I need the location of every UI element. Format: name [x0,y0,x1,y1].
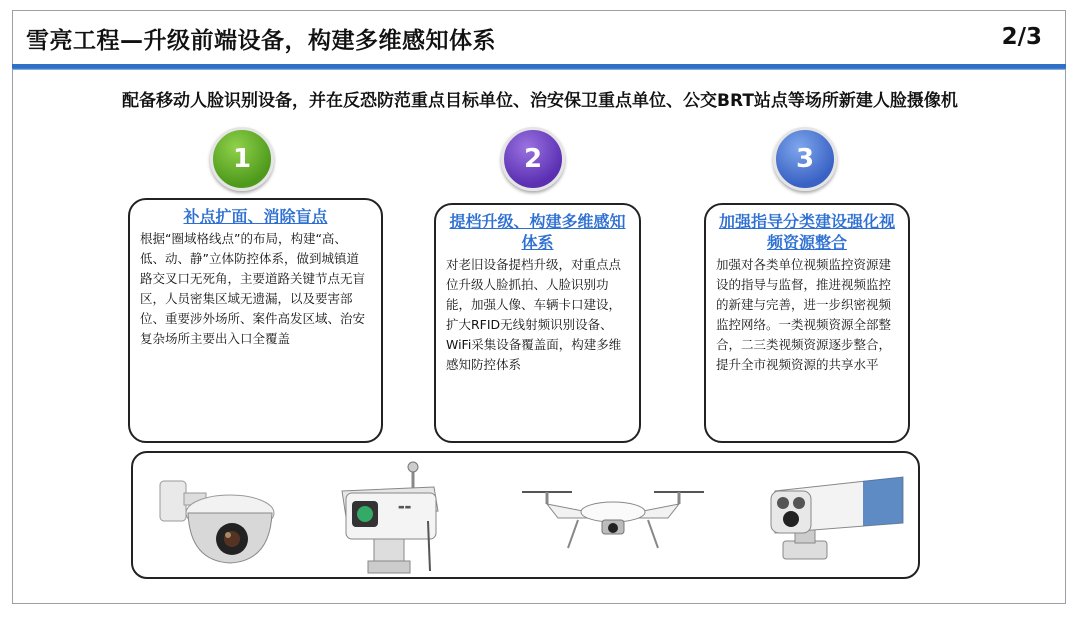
page-number: 2/3 [1001,24,1042,50]
bullet-camera-icon [763,471,908,566]
svg-text:▬▬: ▬▬ [398,503,412,511]
pan-tilt-camera-icon [338,461,448,576]
step-card-heading: 提档升级、构建多维感知体系 [449,212,626,252]
step-badge-1: 1 [210,127,274,191]
step-card-3 [704,203,910,443]
step-card-heading: 补点扩面、消除盲点 [183,207,328,226]
dome-camera-icon [158,473,278,568]
drone-icon [518,478,708,558]
step-card-body: 根据“圈域格线点”的布局，构建“高、低、动、静”立体防控体系，做到城镇道路交叉口无死角，主要道路关键节点无盲区，人员密集区域无遗漏，以及要害部位、重要涉外场所、案件高发区域、治安复杂场所主要出入口全覆盖 [140,231,366,346]
step-card-2 [434,203,641,443]
step-badge-3: 3 [773,127,837,191]
step-badge-2: 2 [501,127,565,191]
step-card-body: 加强对各类单位视频监控资源建设的指导与监督，推进视频监控的新建与完善，进一步织密视频监控网络。一类视频资源全部整合，二三类视频资源逐步整合，提升全市视频资源的共享水平 [716,257,892,372]
page-subtitle: 配备移动人脸识别设备，并在反恐防范重点目标单位、治安保卫重点单位、公交BRT站点等场所新建人脸摄像机 [122,91,958,111]
step-card-heading: 加强指导分类建设强化视频资源整合 [718,212,895,252]
step-card-body: 对老旧设备提档升级，对重点点位升级人脸抓拍、人脸识别功能，加强人像、车辆卡口建设，扩大RFID无线射频识别设备、WiFi采集设备覆盖面，构建多维感知防控体系 [446,257,622,372]
device-strip [131,451,920,579]
title-divider [12,64,1066,70]
page-title: 雪亮工程—升级前端设备，构建多维感知体系 [26,28,496,54]
step-card-1 [128,198,383,443]
